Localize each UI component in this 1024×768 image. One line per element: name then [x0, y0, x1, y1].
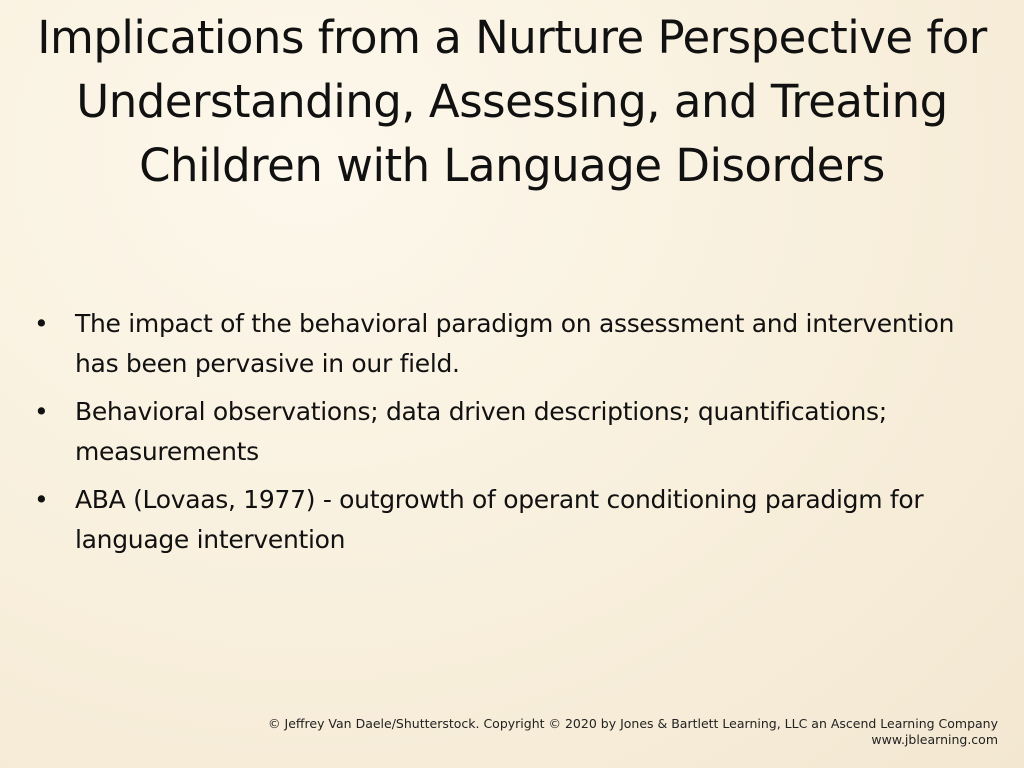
bullet-icon: • — [34, 485, 49, 514]
bullet-item — [34, 480, 994, 560]
website-text: www.jblearning.com — [871, 732, 998, 747]
bullet-icon: • — [34, 397, 49, 426]
slide-title: Implications from a Nurture Perspective for Understanding, Assessing, and Treating Children with Language Disorders — [37, 11, 987, 192]
bullet-icon: • — [34, 309, 49, 338]
bullet-text: The impact of the behavioral paradigm on assessment and intervention has been pervasive in our field. — [75, 309, 955, 378]
bullet-text: Behavioral observations; data driven descriptions; quantifications; measurements — [75, 397, 887, 466]
bullet-text: ABA (Lovaas, 1977) - outgrowth of operant conditioning paradigm for language intervention — [75, 485, 924, 554]
bullet-item — [34, 392, 994, 472]
copyright-text: © Jeffrey Van Daele/Shutterstock. Copyright © 2020 by Jones & Bartlett Learning, LLC an Ascend Learning Company — [268, 716, 998, 731]
copyright-footer — [268, 716, 998, 748]
bullet-item — [34, 304, 994, 384]
bullet-list — [34, 304, 994, 568]
